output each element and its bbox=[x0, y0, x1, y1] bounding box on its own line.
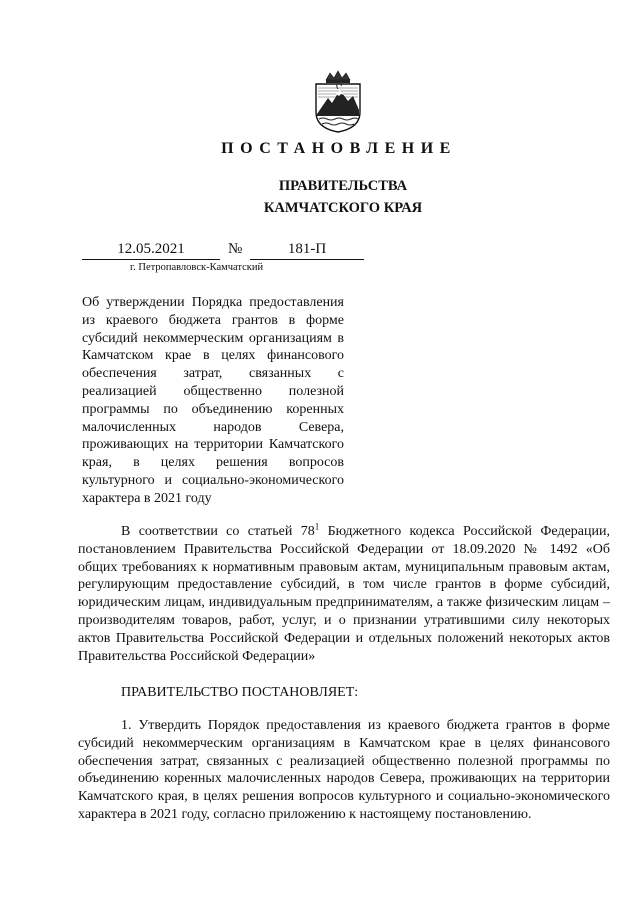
article-superscript: 1 bbox=[314, 521, 320, 532]
item-1-paragraph: 1. Утвердить Порядок предоставления из краевого бюджета грантов в форме субсидий некоммерческим организациям в Камчатском крае в целях финансового обеспечения затрат, связанных с реализацией общественно полезной программы по объединению коренных малочисленных народов Севера, проживающих на территории Камчатского края, в целях решения вопросов культурного и социально-экономического характера в 2021 году, согласно приложению к настоящему постановлению. bbox=[78, 718, 610, 822]
preamble-paragraph bbox=[78, 523, 610, 665]
issuing-authority bbox=[0, 175, 640, 219]
preamble-text-rest: Бюджетного кодекса Российской Федерации, постановлением Правительства Российской Федерации от 18.09.2020 № 1492 «Об общих требованиях к нормативным правовым актам, муниципальным правовым актам, регулирующим предоставление субсидий, в том числе грантов в форме субсидий, юридическим лицам, индивидуальным предпринимателям, а также физическим лицам – производителям товаров, работ, услуг, и о признании утратившими силу некоторых актов Правительства Российской Федерации и отдельных положений некоторых актов Правительства Российской Федерации» bbox=[78, 524, 610, 664]
kamchatka-coat-of-arms-icon bbox=[308, 70, 368, 134]
resolution-clause: ПРАВИТЕЛЬСТВО ПОСТАНОВЛЯЕТ: bbox=[121, 685, 359, 700]
number-sign: № bbox=[228, 241, 243, 257]
document-meta bbox=[82, 241, 364, 261]
issue-city: г. Петропавловск-Камчатский bbox=[130, 262, 264, 273]
document-date: 12.05.2021 bbox=[82, 241, 220, 260]
document-number: 181-П bbox=[250, 241, 364, 260]
document-type-heading: ПОСТАНОВЛЕНИЕ bbox=[221, 140, 457, 157]
authority-line-2: КАМЧАТСКОГО КРАЯ bbox=[263, 200, 423, 216]
document-title: Об утверждении Порядка предоставления из краевого бюджета грантов в форме субсидий некоммерческим организациям в Камчатском крае в целях финансового обеспечения затрат, связанных с реализацией общественно полезной программы по объединению коренных малочисленных народов Севера, проживающих на территории Камчатского края, в целях решения вопросов культурного и социально-экономического характера в 2021 году bbox=[82, 295, 344, 506]
authority-line-1: ПРАВИТЕЛЬСТВА bbox=[278, 178, 408, 194]
preamble-text-start: В соответствии со статьей 78 bbox=[121, 524, 315, 539]
